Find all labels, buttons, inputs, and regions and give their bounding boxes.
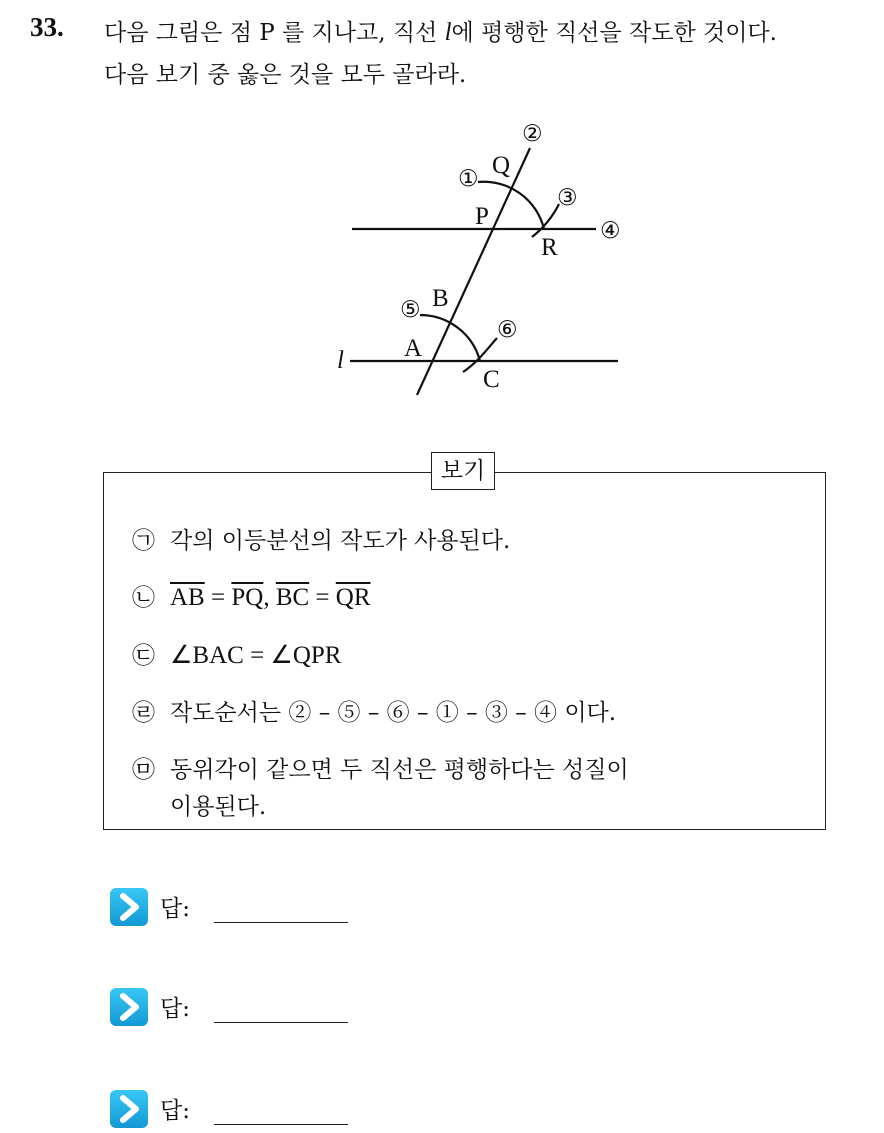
segment-pq: $\overline{PQ}$ [231, 584, 264, 611]
step-mark-3: ③ [557, 185, 578, 211]
step-mark-6: ⑥ [497, 317, 518, 343]
option-mark-n: ㉡ [132, 585, 155, 611]
option-item-r [132, 694, 616, 727]
option-text-r: 작도순서는 ② – ⑤ – ⑥ – ① – ③ – ④ 이다. [170, 700, 617, 726]
options-box-title: 보기 [431, 452, 495, 490]
answer-blank-1[interactable] [214, 922, 348, 923]
step-mark-4: ④ [600, 218, 621, 244]
label-a: A [404, 335, 423, 362]
chevron-right-icon [110, 888, 148, 926]
construction-figure [0, 0, 884, 420]
question-line-variable: l [444, 19, 452, 46]
option-text-m-line-1: 동위각이 같으면 두 직선은 평행하다는 성질이 [170, 757, 629, 783]
option-text-d: ∠BAC = ∠QPR [170, 642, 342, 669]
answer-label: 답: [160, 996, 190, 1022]
answer-label: 답: [160, 896, 190, 922]
answer-blank-2[interactable] [214, 1022, 348, 1023]
answer-label: 답: [160, 1098, 190, 1124]
equals-sign-1: = [204, 584, 232, 611]
segment-qr: $\overline{QR}$ [335, 584, 371, 611]
label-p: P [475, 203, 489, 230]
step-mark-1: ① [458, 166, 479, 192]
label-c: C [483, 366, 500, 393]
equals-sign-2: = [309, 584, 336, 611]
option-mark-d: ㉢ [132, 643, 155, 669]
question-number: 33. [30, 12, 64, 42]
option-item-m-continued: 이용된다. [170, 794, 267, 820]
option-item-n [132, 579, 371, 612]
option-item-g [132, 522, 510, 555]
option-item-m [132, 751, 629, 784]
option-mark-m: ㉤ [132, 757, 155, 783]
chevron-right-icon [110, 1090, 148, 1128]
segment-ab: $\overline{AB}$ [170, 584, 205, 611]
question-text-part-b: 에 평행한 직선을 작도한 것이다. [451, 20, 777, 46]
step-mark-5: ⑤ [400, 297, 421, 323]
label-b: B [432, 285, 449, 312]
segment-bc: $\overline{BC}$ [275, 584, 310, 611]
option-item-d [132, 637, 341, 670]
question-text-line-2: 다음 보기 중 옳은 것을 모두 골라라. [104, 62, 467, 88]
option-mark-g: ㉠ [132, 528, 155, 554]
chevron-right-icon [110, 988, 148, 1026]
question-text-part-a: 다음 그림은 점 P 를 지나고, 직선 [104, 20, 445, 46]
answer-blank-3[interactable] [214, 1124, 348, 1125]
option-text-g: 각의 이등분선의 작도가 사용된다. [170, 528, 511, 554]
option-mark-r: ㉣ [132, 700, 155, 726]
label-l: l [337, 347, 344, 374]
label-r: R [541, 234, 558, 261]
arc-5 [420, 315, 480, 361]
comma-separator: , [263, 584, 276, 611]
step-mark-2: ② [522, 121, 543, 147]
label-q: Q [492, 152, 511, 179]
